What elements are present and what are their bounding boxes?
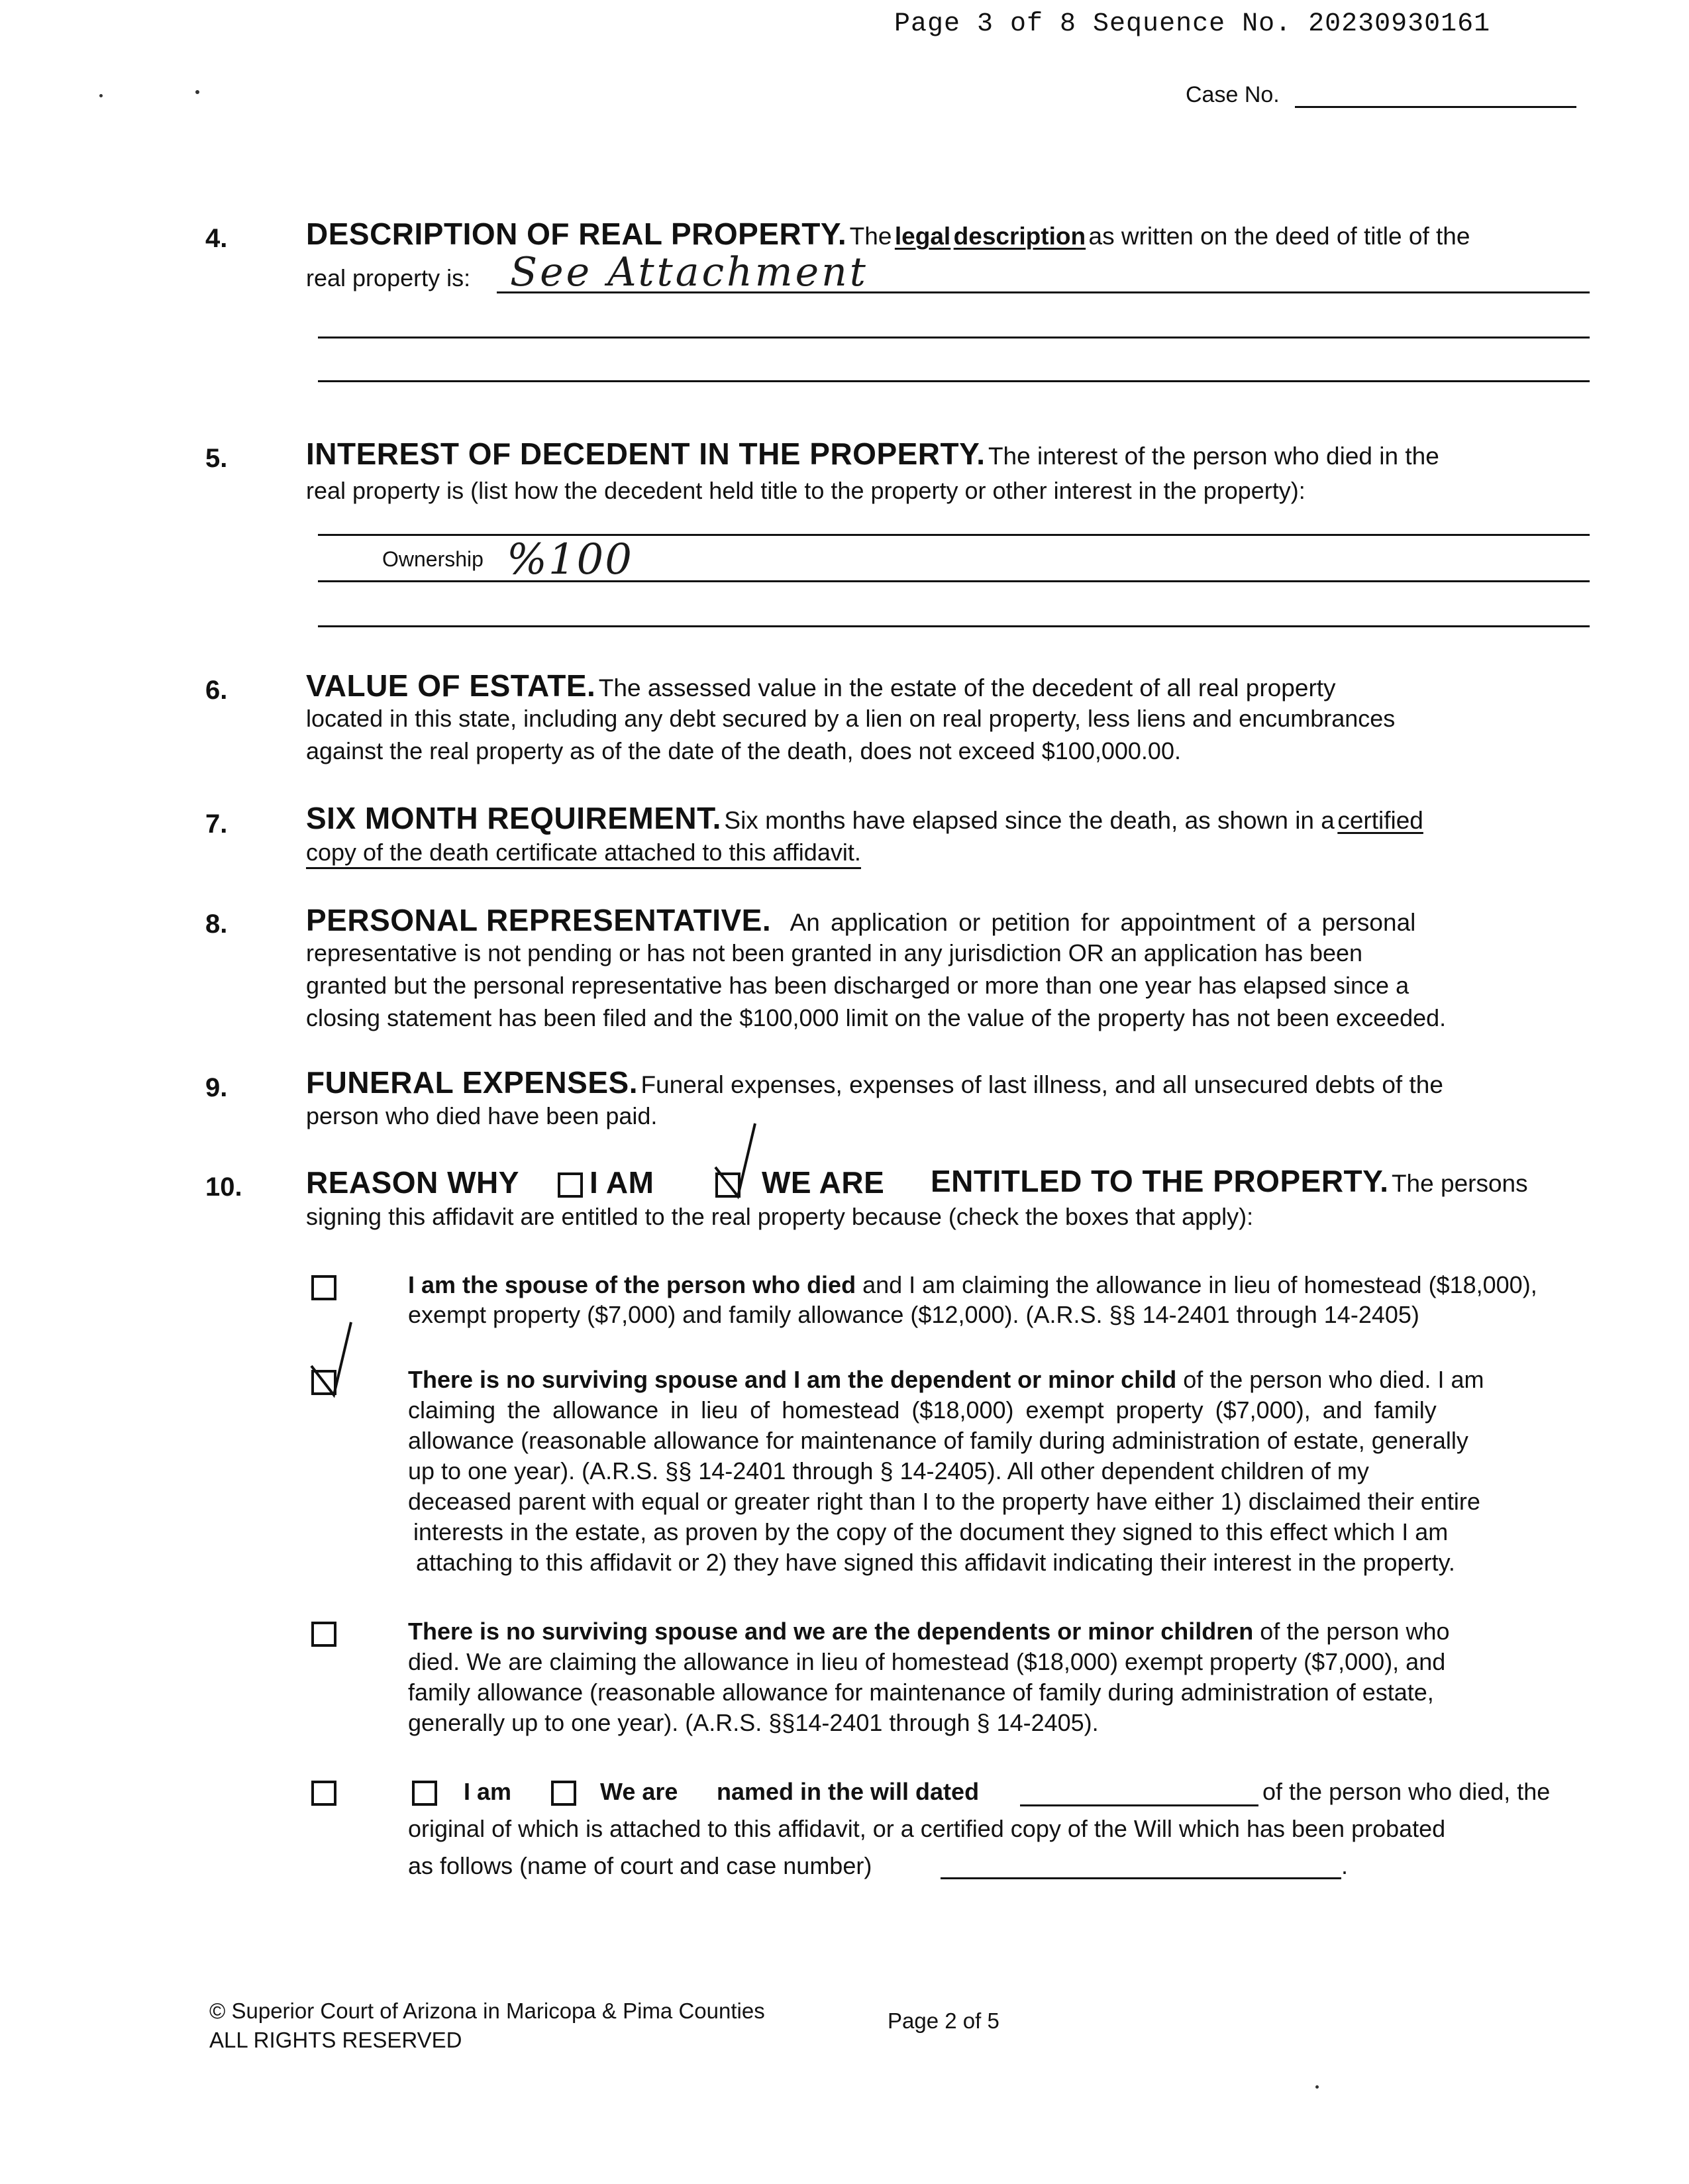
section-5-number: 5. <box>205 444 228 473</box>
section-9-text-1: Funeral expenses, expenses of last illness, and all unsecured debts of the <box>640 1071 1443 1098</box>
ownership-handwritten-value[interactable]: %100 <box>507 535 633 584</box>
section-4-line-2 <box>318 337 1590 338</box>
option-1-checkbox[interactable] <box>311 1275 336 1300</box>
option-1-bold: I am the spouse of the person who died <box>408 1271 856 1298</box>
section-8-title: PERSONAL REPRESENTATIVE. <box>306 903 772 937</box>
section-10-heading-tail <box>931 1163 1528 1200</box>
section-8-text-3: granted but the personal representative has been discharged or more than one year has elapsed since a <box>306 972 1409 999</box>
scan-speck <box>1315 2085 1319 2089</box>
option-4-we-are-checkbox[interactable] <box>551 1781 576 1806</box>
section-7-text-1: Six months have elapsed since the death, as shown in a <box>724 807 1335 834</box>
section-4-heading-line <box>306 216 1470 252</box>
section-7-text-2: copy of the death certificate attached to this affidavit. <box>306 838 861 869</box>
option-3-bold: There is no surviving spouse and we are the dependents or minor children <box>408 1618 1254 1645</box>
option-2-line-5: deceased parent with equal or greater right than I to the property have either 1) disclaimed their entire <box>408 1488 1480 1515</box>
section-9-number: 9. <box>205 1073 228 1102</box>
section-4-description-word: description <box>953 223 1086 250</box>
section-9-title: FUNERAL EXPENSES. <box>306 1065 638 1100</box>
section-6-heading-line <box>306 668 1336 704</box>
option-4-line-3-end: . <box>1341 1852 1349 1879</box>
option-2-line-1-rest: of the person who died. I am <box>1183 1366 1484 1393</box>
footer-copyright-line-2: ALL RIGHTS RESERVED <box>209 2028 462 2052</box>
section-9-text-2: person who died have been paid. <box>306 1102 658 1129</box>
section-5-line-3 <box>318 625 1590 627</box>
section-8-heading-line <box>306 902 1415 939</box>
section-7-number: 7. <box>205 809 228 839</box>
option-2-line-4: up to one year). (A.R.S. §§ 14-2401 through § 14-2405). All other dependent children of my <box>408 1457 1369 1484</box>
option-3-line-2: died. We are claiming the allowance in lieu of homestead ($18,000) exempt property ($7,000), and <box>408 1648 1446 1675</box>
option-3-line-4: generally up to one year). (A.R.S. §§14-2401 through § 14-2405). <box>408 1709 1099 1736</box>
section-4-label: real property is: <box>306 264 471 291</box>
option-2-line-1 <box>408 1363 1484 1396</box>
section-7-title: SIX MONTH REQUIREMENT. <box>306 801 721 835</box>
option-2-line-7: attaching to this affidavit or 2) they have signed this affidavit indicating their interest in the property. <box>416 1549 1455 1576</box>
ownership-label: Ownership <box>382 547 484 571</box>
option-3-line-1 <box>408 1615 1450 1647</box>
section-4-line-3 <box>318 380 1590 382</box>
we-are-checkbox[interactable] <box>715 1172 741 1198</box>
option-4-i-am-checkbox[interactable] <box>412 1781 437 1806</box>
we-are-label: WE ARE <box>762 1165 885 1200</box>
section-8-text-1: An application or petition for appointment of a personal <box>790 909 1416 936</box>
checkmark-icon <box>309 1322 362 1395</box>
section-8-number: 8. <box>205 910 228 939</box>
option-3-line-3: family allowance (reasonable allowance for maintenance of family during administration of estate, <box>408 1679 1434 1706</box>
option-4-i-am-label: I am <box>464 1778 512 1805</box>
footer-copyright-line-1: © Superior Court of Arizona in Maricopa & Pima Counties <box>209 1999 765 2023</box>
court-case-number-field[interactable] <box>941 1877 1341 1879</box>
section-5-title: INTEREST OF DECEDENT IN THE PROPERTY. <box>306 437 986 471</box>
section-10-number: 10. <box>205 1172 242 1202</box>
section-4-handwritten-value[interactable]: See Attachment <box>510 249 868 295</box>
option-1-line-2: exempt property ($7,000) and family allowance ($12,000). (A.R.S. §§ 14-2401 through 14-2405) <box>408 1301 1419 1328</box>
option-2-line-3: allowance (reasonable allowance for maintenance of family during administration of estate, generally <box>408 1427 1468 1454</box>
section-5-text-1: The interest of the person who died in the <box>988 442 1439 470</box>
option-4-line-2: original of which is attached to this affidavit, or a certified copy of the Will which has been probated <box>408 1815 1446 1842</box>
section-4-intro-pre: The <box>849 223 892 250</box>
page-sequence-stamp: Page 3 of 8 Sequence No. 20230930161 <box>894 9 1491 39</box>
option-4-line-1-rest: of the person who died, the <box>1262 1778 1551 1805</box>
option-2-bold: There is no surviving spouse and I am the dependent or minor child <box>408 1366 1177 1393</box>
section-10-reason-why: REASON WHY <box>306 1165 519 1200</box>
option-4-line-3: as follows (name of court and case number) <box>408 1852 872 1879</box>
checkmark-icon <box>713 1123 766 1196</box>
section-10-text-tail: The persons <box>1391 1170 1528 1197</box>
section-5-heading-line <box>306 436 1439 472</box>
option-1-line-1-rest: and I am claiming the allowance in lieu of homestead ($18,000), <box>862 1271 1537 1298</box>
section-4-title: DESCRIPTION OF REAL PROPERTY. <box>306 217 847 251</box>
section-10-text-2: signing this affidavit are entitled to the real property because (check the boxes that apply): <box>306 1203 1254 1230</box>
section-7-heading-line <box>306 800 1423 837</box>
option-1-line-1 <box>408 1269 1689 1301</box>
section-4-number: 4. <box>205 224 228 253</box>
section-10-entitled: ENTITLED TO THE PROPERTY. <box>931 1164 1389 1198</box>
case-no-label: Case No. <box>1186 82 1280 107</box>
i-am-checkbox[interactable] <box>558 1172 583 1198</box>
section-7-certified-word: certified <box>1337 807 1423 834</box>
section-8-text-2: representative is not pending or has not been granted in any jurisdiction OR an application has been <box>306 939 1363 966</box>
will-date-field[interactable] <box>1020 1804 1258 1806</box>
i-am-label: I AM <box>589 1165 654 1200</box>
option-4-checkbox[interactable] <box>311 1781 336 1806</box>
section-5-line-2 <box>318 580 1590 582</box>
section-8-text-4: closing statement has been filed and the $100,000 limit on the value of the property has not been exceeded. <box>306 1004 1447 1031</box>
section-6-text-1: The assessed value in the estate of the decedent of all real property <box>598 674 1336 702</box>
scan-speck <box>195 90 199 94</box>
option-3-checkbox[interactable] <box>311 1622 336 1647</box>
section-6-number: 6. <box>205 676 228 705</box>
option-4-named-label: named in the will dated <box>717 1778 980 1805</box>
section-4-intro-post: as written on the deed of title of the <box>1088 223 1470 250</box>
section-6-text-2: located in this state, including any debt secured by a lien on real property, less liens and encumbrances <box>306 705 1396 732</box>
option-3-line-1-rest: of the person who <box>1260 1618 1450 1645</box>
option-2-checkbox[interactable] <box>311 1370 336 1395</box>
option-2-line-6: interests in the estate, as proven by the copy of the document they signed to this effect which I am <box>413 1518 1449 1545</box>
section-9-heading-line <box>306 1065 1443 1101</box>
case-no-field[interactable] <box>1295 106 1576 108</box>
section-6-text-3: against the real property as of the date of the death, does not exceed $100,000.00. <box>306 737 1181 764</box>
section-6-title: VALUE OF ESTATE. <box>306 668 596 703</box>
section-4-line-1 <box>497 291 1590 293</box>
section-4-legal-word: legal <box>894 223 951 250</box>
footer-copyright <box>209 1997 765 2055</box>
section-5-text-2: real property is (list how the decedent held title to the property or other interest in the property): <box>306 477 1305 504</box>
option-2-line-2: claiming the allowance in lieu of homestead ($18,000) exempt property ($7,000), and family <box>408 1396 1437 1424</box>
scan-speck <box>99 94 103 97</box>
option-4-we-are-label: We are <box>600 1778 678 1805</box>
footer-page-label: Page 2 of 5 <box>888 2008 999 2033</box>
